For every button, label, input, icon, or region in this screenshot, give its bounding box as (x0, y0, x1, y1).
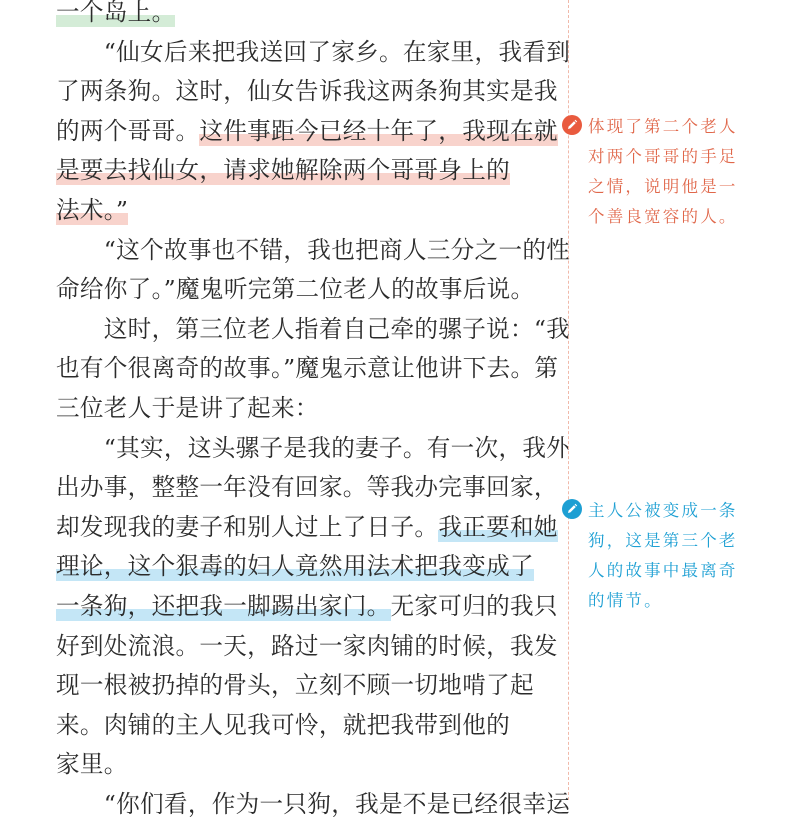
text-line (56, 428, 570, 468)
text-line (56, 348, 558, 388)
text-segment: “这个故事也不错，我也把商人三分之一的性 (56, 235, 571, 264)
text-segment: 三位老人于是讲了起来： (56, 394, 319, 422)
note-line: 的情节。 (588, 591, 663, 610)
highlighted-text: 一条狗，还把我一脚踢出家门。 (56, 592, 391, 620)
text-line (56, 32, 570, 72)
text-line (56, 111, 558, 151)
text-segment: 却发现我的妻子和别人过上了日子。 (56, 512, 439, 541)
highlighted-text: 这件事距今已经十年了，我现在就 (199, 116, 558, 145)
text-line (56, 705, 510, 745)
text-segment: 这时，第三位老人指着自己牵的骡子说：“我 (56, 314, 571, 343)
text-line (56, 230, 570, 270)
text-segment: “仙女后来把我送回了家乡。在家里，我看到 (56, 37, 571, 66)
text-line (56, 190, 128, 230)
text-line (56, 626, 558, 666)
text-segment: “其实，这头骡子是我的妻子。有一次，我外 (56, 433, 571, 462)
pencil-icon (562, 115, 582, 135)
text-line (56, 309, 570, 349)
highlighted-text: 一个岛上。 (56, 0, 176, 26)
text-line (56, 586, 558, 626)
note-line: 对两个哥哥的手足 (588, 147, 738, 166)
text-segment: 了两条狗。这时，仙女告诉我这两条狗其实是我 (56, 77, 558, 106)
text-segment: 的两个哥哥。 (56, 116, 200, 145)
note-line: 之情，说明他是一 (588, 177, 738, 196)
text-segment: 好到处流浪。一天，路过一家肉铺的时候，我发 (56, 631, 558, 660)
text-line (56, 784, 570, 824)
note-line: 个善良宽容的人。 (588, 207, 738, 226)
text-segment: 也有个很离奇的故事。”魔鬼示意让他讲下去。第 (56, 354, 559, 383)
note-line: 人的故事中最离奇 (588, 561, 738, 580)
text-line (56, 507, 558, 547)
text-segment: 命给你了。”魔鬼听完第二位老人的故事后说。 (56, 275, 535, 304)
text-segment: 无家可归的我只 (390, 592, 558, 620)
text-line (56, 467, 558, 507)
text-line (56, 71, 558, 111)
highlighted-text: 理论，这个狠毒的妇人竟然用法术把我变成了 (56, 552, 534, 581)
text-line (56, 150, 510, 190)
text-line (56, 744, 128, 784)
text-line (56, 665, 534, 705)
text-line (56, 388, 319, 428)
note-line: 狗，这是第三个老 (588, 531, 738, 550)
text-line (56, 0, 175, 32)
note-line: 主人公被变成一条 (588, 501, 738, 520)
highlighted-text: 我正要和她 (438, 512, 558, 541)
text-line (56, 269, 534, 309)
text-segment: 家里。 (56, 750, 128, 779)
highlighted-text: 是要去找仙女，请求她解除两个哥哥身上的 (56, 156, 510, 185)
text-segment: 出办事，整整一年没有回家。等我办完事回家， (56, 473, 558, 502)
note-line: 体现了第二个老人 (588, 117, 738, 136)
pencil-icon (562, 499, 582, 519)
highlighted-text: 法术。” (56, 196, 129, 224)
text-segment: “你们看，作为一只狗，我是不是已经很幸运 (56, 790, 571, 818)
text-line (56, 546, 534, 586)
text-segment: 来。肉铺的主人见我可怜，就把我带到他的 (56, 710, 510, 739)
text-segment: 现一根被扔掉的骨头，立刻不顾一切地啃了起 (56, 671, 534, 700)
